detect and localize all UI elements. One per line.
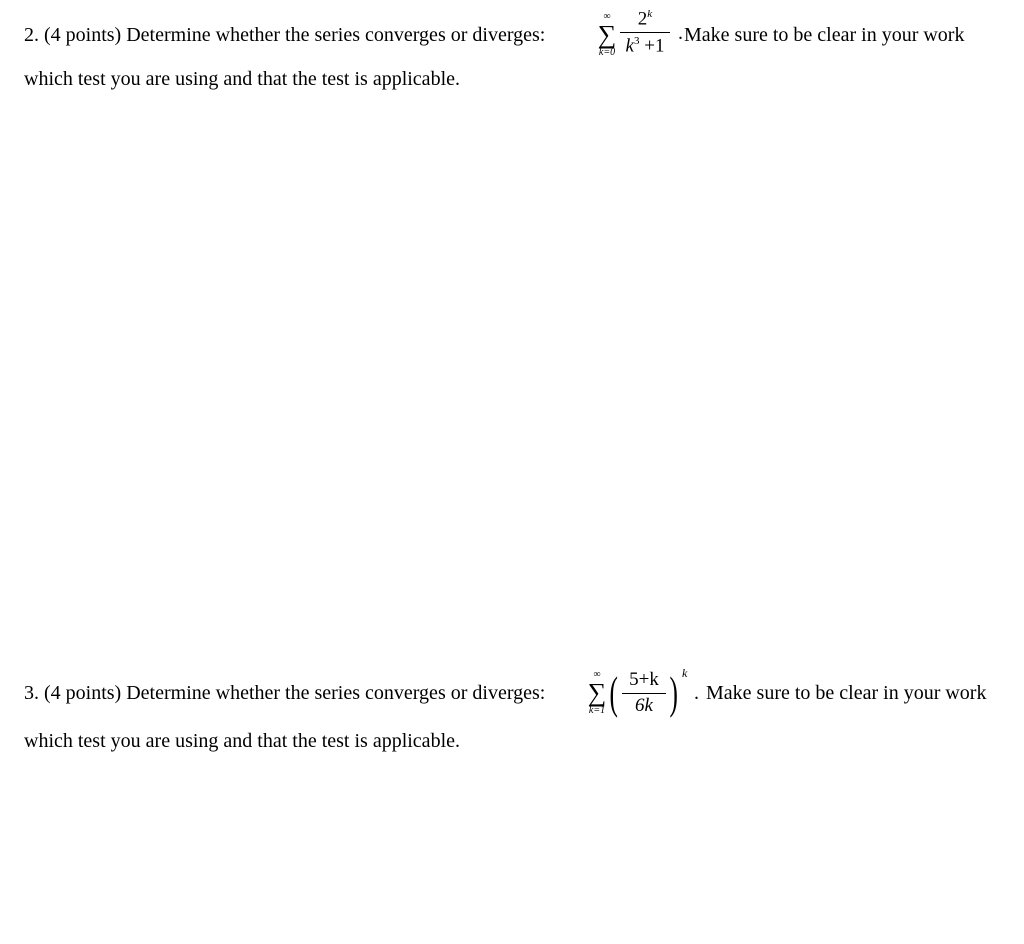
problem-3-prompt: Determine whether the series converges or diverges: [126, 682, 546, 704]
problem-3-outer-exponent: k [682, 666, 688, 680]
problem-2-denominator: $k^3 +1$ [625, 35, 665, 57]
fraction-bar [620, 32, 670, 33]
fraction-bar [622, 693, 666, 694]
problem-3-number: 3. [24, 682, 39, 704]
sigma-symbol: ∑ [587, 678, 607, 707]
problem-2-sum-upper: ∞ [603, 11, 611, 22]
problem-3-summation [586, 670, 608, 716]
problem-2-line-2: which test you are using and that the test is applicable. [24, 68, 460, 90]
problem-2-points: (4 points) [44, 24, 122, 46]
problem-2-numerator: 2$^k$ [637, 8, 653, 30]
sigma-symbol: ∑ [597, 20, 617, 49]
problem-3-points: (4 points) [44, 682, 122, 704]
problem-3-denominator: 6k [635, 694, 653, 716]
problem-2-lead [24, 24, 545, 47]
problem-2-sum-lower: k=0 [598, 47, 616, 58]
problem-2-summation [596, 12, 618, 58]
right-parenthesis: ) [669, 667, 678, 718]
problem-3-lead [24, 682, 545, 705]
problem-3-sum-upper: ∞ [593, 669, 601, 680]
problem-3-numerator: 5+k [629, 669, 659, 690]
problem-3-fraction [622, 670, 666, 717]
problem-2-period: . [678, 22, 683, 44]
left-parenthesis: ( [609, 667, 618, 718]
problem-3-sum-lower: k=1 [588, 705, 606, 716]
problem-2-trail: Make sure to be clear in your work [684, 24, 965, 46]
problem-2-prompt: Determine whether the series converges or diverges: [126, 24, 546, 46]
problem-2-fraction [620, 8, 670, 57]
problem-3-line-2: which test you are using and that the test is applicable. [24, 730, 460, 752]
problem-3-period: . [694, 682, 699, 704]
problem-2-number: 2. [24, 24, 39, 46]
problem-3-trail: Make sure to be clear in your work [706, 682, 987, 704]
